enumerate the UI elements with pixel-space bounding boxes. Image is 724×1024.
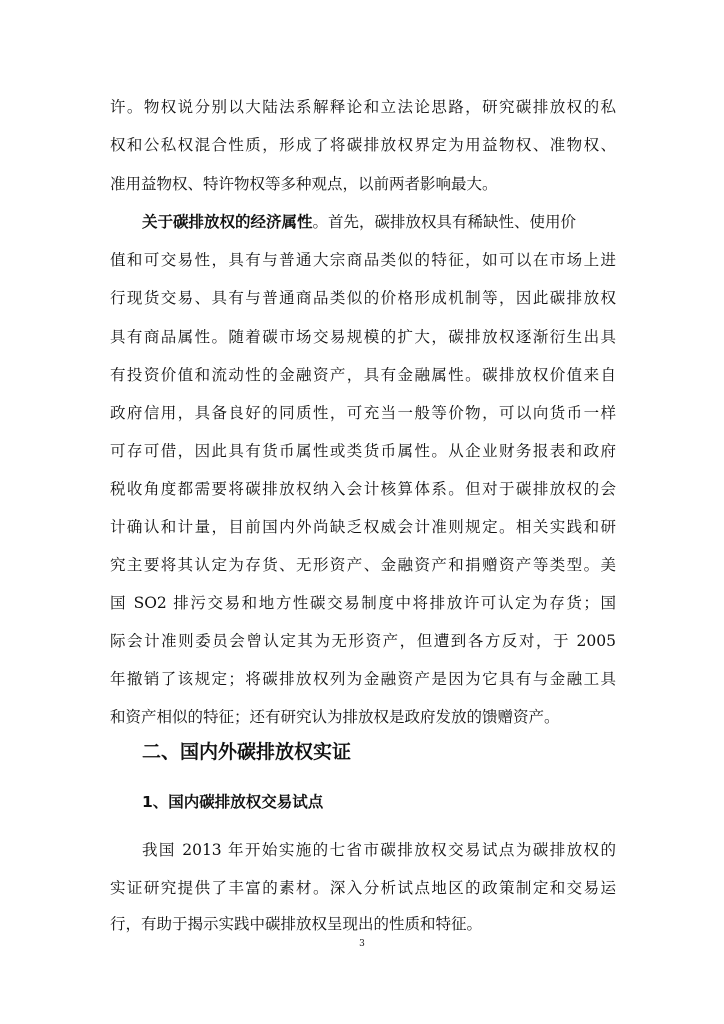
paragraph2-line: 计确认和计量，目前国内外尚缺乏权威会计准则规定。相关实践和研	[110, 518, 616, 536]
paragraph2-line: 际会计准则委员会曾认定其为无形资产，但遭到各方反对，于 2005	[110, 632, 616, 650]
paragraph2-line: 究主要将其认定为存货、无形资产、金融资产和捐赠资产等类型。美	[110, 556, 616, 574]
paragraph2-line: 有投资价值和流动性的金融资产，具有金融属性。碳排放权价值来自	[110, 366, 616, 384]
paragraph2-line: 年撤销了该规定；将碳排放权列为金融资产是因为它具有与金融工具	[110, 670, 616, 688]
paragraph3-line: 行，有助于揭示实践中碳排放权呈现出的性质和特征。	[110, 915, 483, 933]
paragraph1-line: 准用益物权、特许物权等多种观点，以前两者影响最大。	[110, 175, 498, 193]
section-heading: 二、国内外碳排放权实证	[142, 741, 352, 763]
paragraph2-line: 行现货交易、具有与普通商品类似的价格形成机制等，因此碳排放权	[110, 289, 616, 307]
paragraph3-line: 实证研究提供了丰富的素材。深入分析试点地区的政策制定和交易运	[110, 879, 616, 897]
paragraph3-line: 我国 2013 年开始实施的七省市碳排放权交易试点为碳排放权的	[142, 841, 616, 859]
page-number: 3	[359, 939, 365, 949]
paragraph2-line: 具有商品属性。随着碳市场交易规模的扩大，碳排放权逐渐衍生出具	[110, 328, 616, 346]
paragraph2-line: 国 SO2 排污交易和地方性碳交易制度中将排放许可认定为存货；国	[110, 594, 616, 612]
paragraph2-line: 可存可借，因此具有货币属性或类货币属性。从企业财务报表和政府	[110, 442, 616, 460]
paragraph2-line: 和资产相似的特征；还有研究认为排放权是政府发放的馈赠资产。	[110, 708, 560, 726]
paragraph2-first-line	[142, 212, 576, 232]
paragraph2-lead-bold: 关于碳排放权的经济属性	[142, 213, 313, 231]
paragraph2-line: 值和可交易性，具有与普通大宗商品类似的特征，如可以在市场上进	[110, 251, 616, 269]
paragraph1-line: 许。物权说分别以大陆法系解释论和立法论思路，研究碳排放权的私	[110, 98, 616, 116]
subsection-heading: 1、国内碳排放权交易试点	[142, 793, 324, 811]
paragraph1-line: 权和公私权混合性质，形成了将碳排放权界定为用益物权、准物权、	[110, 136, 616, 154]
paragraph2-line: 税收角度都需要将碳排放权纳入会计核算体系。但对于碳排放权的会	[110, 480, 616, 498]
paragraph2-line: 政府信用，具备良好的同质性，可充当一般等价物，可以向货币一样	[110, 404, 616, 422]
paragraph2-lead-rest: 。首先，碳排放权具有稀缺性、使用价	[312, 213, 577, 231]
